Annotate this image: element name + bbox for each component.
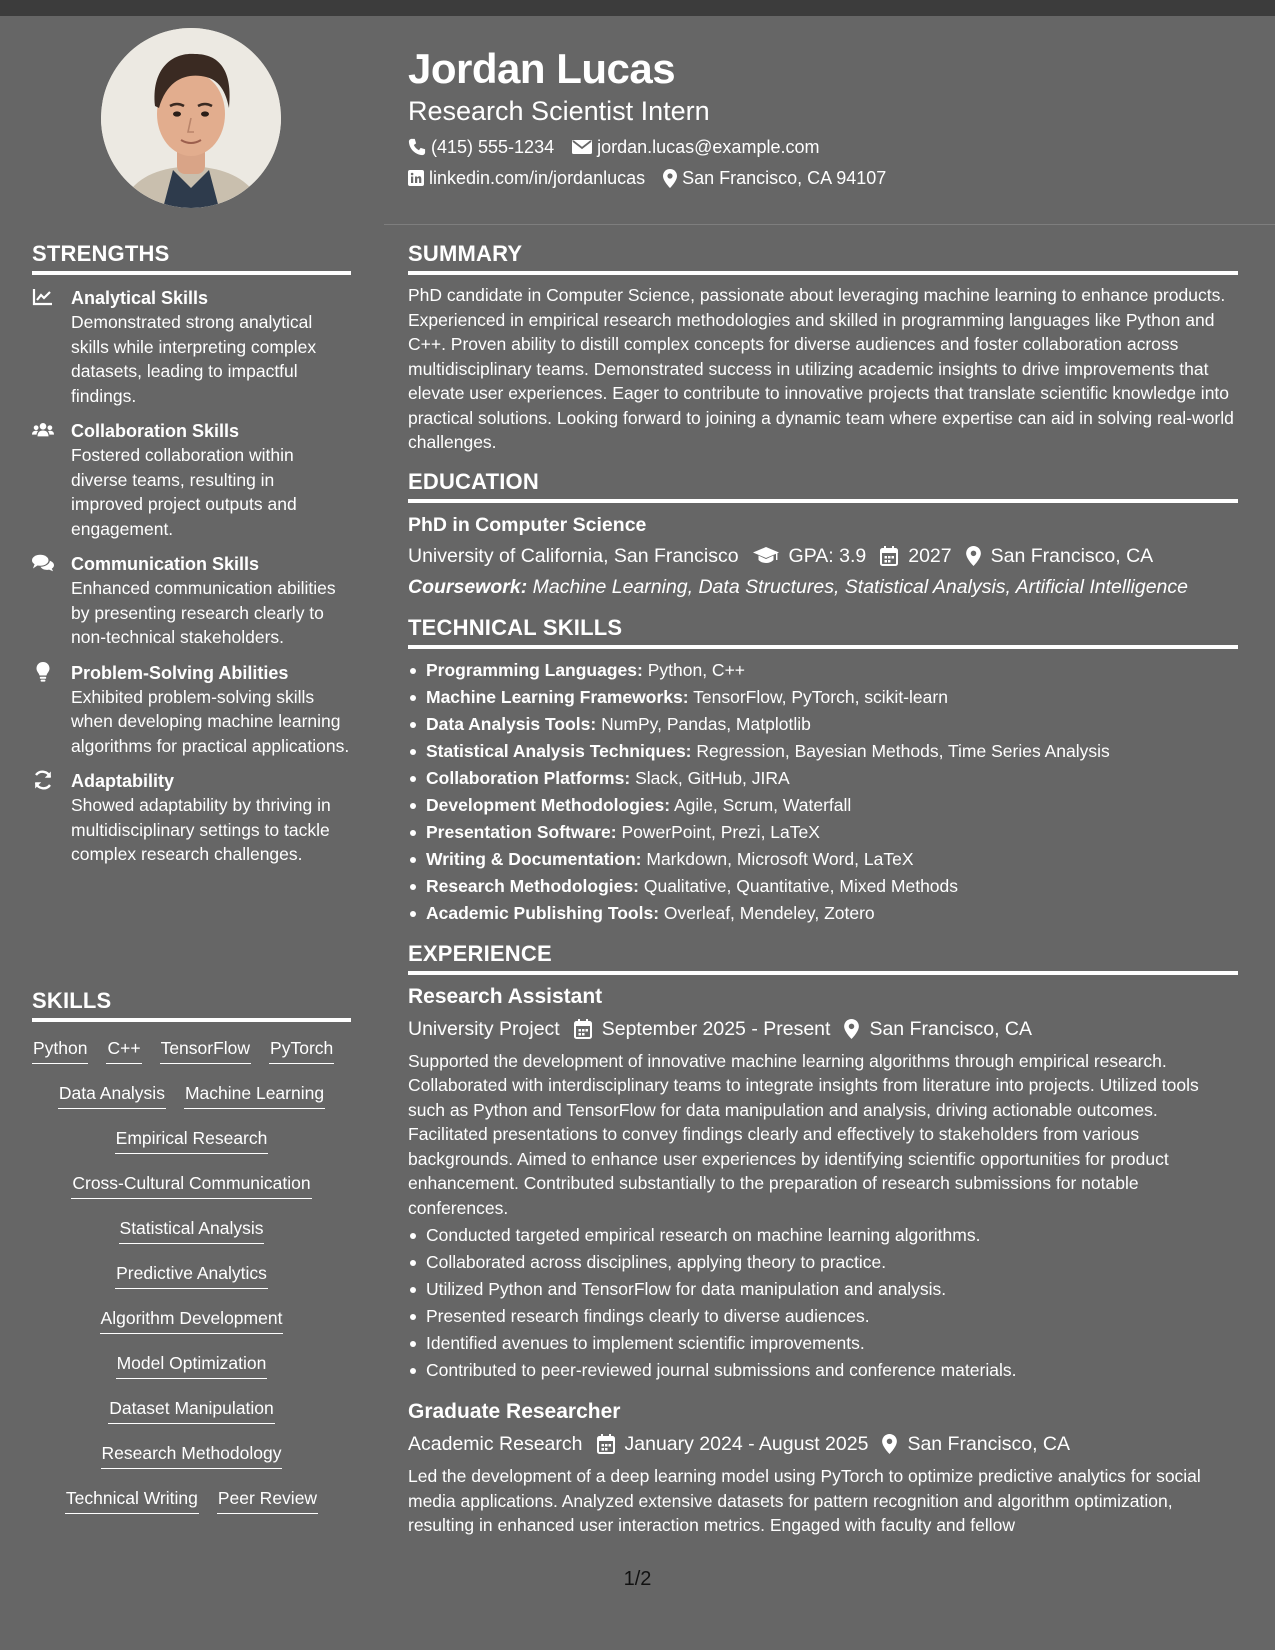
tech-skill-label: Data Analysis Tools: [426, 713, 597, 734]
calendar-icon [597, 1434, 615, 1454]
summary-text: PhD candidate in Computer Science, passionate about leveraging machine learning to enhance products. Experienced in empirical research methodologies and skilled in programming languages like Python and C++. Proven ability to distill complex concepts for diverse audiences and foster collaboration across multidisciplinary teams. Demonstrated success in utilizing academic insights to drive improvements that elevate user experiences. Eager to contribute to innovative projects that translate scientific knowledge into practical solutions. Looking forward to joining a dynamic team where expertise can aid in solving real-world challenges. [408, 285, 1234, 452]
job-description: Led the development of a deep learning model using PyTorch to optimize predictive analytics for social media applications. Analyzed extensive datasets for pattern recognition and algorithm optimization, resulting in enhanced user interaction metrics. Engaged with faculty and fellow [408, 1466, 1201, 1535]
list-item: Contributed to peer-reviewed journal submissions and conference materials. [408, 1357, 1238, 1384]
tech-skill-value: Regression, Bayesian Methods, Time Series Analysis [696, 740, 1110, 761]
list-item: Collaborated across disciplines, applying theory to practice. [408, 1249, 1238, 1276]
job-dates-text: January 2024 - August 2025 [624, 1433, 869, 1455]
sync-icon [32, 770, 54, 790]
skill-chip: Cross-Cultural Communication [71, 1171, 311, 1199]
job-location-text: San Francisco, CA [869, 1017, 1032, 1040]
skills-row [32, 1036, 351, 1081]
list-item: Utilized Python and TensorFlow for data manipulation and analysis. [408, 1276, 1238, 1303]
phone-icon [408, 138, 426, 156]
tech-skill-label: Development Methodologies: [426, 794, 671, 815]
list-item [408, 765, 1238, 792]
strength-desc: Enhanced communication abilities by presenting research clearly to non-technical stakeholders. [71, 578, 336, 647]
skills-chips [32, 1036, 351, 1531]
calendar-icon [880, 546, 898, 566]
skill-chip: Dataset Manipulation [108, 1396, 274, 1424]
linkedin-icon [408, 170, 424, 186]
strength-title: Communication Skills [71, 554, 260, 574]
year-text: 2027 [908, 544, 952, 567]
candidate-name: Jordan Lucas [408, 45, 676, 92]
skills-row [32, 1261, 351, 1306]
skill-chip: PyTorch [269, 1036, 334, 1064]
skill-chip: Peer Review [217, 1486, 318, 1514]
skills-row [32, 1396, 351, 1441]
strength-desc: Fostered collaboration within diverse teams, resulting in improved project outputs and engagement. [71, 445, 297, 539]
tech-skill-label: Presentation Software: [426, 821, 617, 842]
technical-skills-section [408, 615, 1238, 927]
job-meta [408, 1015, 1238, 1043]
school-name: University of California, San Francisco [408, 544, 739, 567]
tech-skill-value: Overleaf, Mendeley, Zotero [663, 902, 875, 923]
coursework-list: Machine Learning, Data Structures, Statistical Analysis, Artificial Intelligence [532, 575, 1188, 598]
email-contact[interactable] [572, 134, 819, 160]
skills-heading: SKILLS [32, 988, 351, 1022]
edu-location-text: San Francisco, CA [990, 544, 1154, 567]
tech-skill-value: TensorFlow, PyTorch, scikit-learn [693, 686, 948, 707]
strength-title: Analytical Skills [71, 288, 209, 308]
skill-chip: Technical Writing [65, 1486, 199, 1514]
experience-heading: EXPERIENCE [408, 941, 1238, 975]
map-pin-icon [844, 1019, 859, 1039]
linkedin-contact[interactable] [408, 165, 645, 191]
list-item: Identified avenues to implement scientific improvements. [408, 1330, 1238, 1357]
skill-chip: Data Analysis [58, 1081, 166, 1109]
summary-heading: SUMMARY [408, 241, 1238, 275]
skill-chip: Empirical Research [115, 1126, 269, 1154]
tech-skill-value: Qualitative, Quantitative, Mixed Methods [643, 875, 959, 896]
email-text: jordan.lucas@example.com [597, 137, 820, 157]
skill-chip: Research Methodology [101, 1441, 283, 1469]
strength-desc: Exhibited problem-solving skills when developing machine learning algorithms for practical applications. [71, 686, 350, 756]
technical-skills-list [408, 657, 1238, 927]
strength-item [32, 552, 351, 650]
strengths-heading: STRENGTHS [32, 241, 351, 275]
education-section [408, 469, 1238, 601]
graduation-cap-icon [753, 547, 779, 565]
contact-line-1 [408, 134, 1238, 160]
list-item [408, 657, 1238, 684]
education-heading: EDUCATION [408, 469, 1238, 503]
users-icon [32, 420, 54, 440]
grad-year [880, 542, 951, 570]
list-item [408, 711, 1238, 738]
tech-skill-value: Python, C++ [647, 659, 746, 680]
list-item [408, 792, 1238, 819]
linkedin-text: linkedin.com/in/jordanlucas [429, 168, 646, 188]
job-dates [574, 1015, 831, 1043]
list-item: Presented research findings clearly to diverse audiences. [408, 1303, 1238, 1330]
tech-skill-label: Programming Languages: [426, 659, 643, 680]
top-bar [0, 0, 1275, 16]
tech-skill-value: Markdown, Microsoft Word, LaTeX [646, 848, 914, 869]
page-number: 1/2 [623, 1568, 652, 1590]
lightbulb-icon [32, 662, 54, 682]
resume-header [408, 42, 1238, 191]
gpa-text: GPA: 3.9 [788, 544, 867, 567]
strength-item [32, 769, 351, 867]
strength-item [32, 661, 351, 759]
job-org [408, 1015, 560, 1043]
strength-item [32, 419, 351, 541]
header-divider [384, 224, 1275, 225]
strength-title: Collaboration Skills [71, 421, 240, 441]
gpa [753, 542, 867, 570]
chart-line-icon [32, 287, 54, 307]
tech-skill-value: Agile, Scrum, Waterfall [673, 794, 852, 815]
skills-row [32, 1126, 351, 1171]
location-contact [663, 165, 886, 191]
skill-chip: Machine Learning [184, 1081, 325, 1109]
location-text: San Francisco, CA 94107 [682, 168, 887, 188]
contact-line-2 [408, 165, 1238, 191]
tech-skill-value: NumPy, Pandas, Matplotlib [601, 713, 811, 734]
list-item: Conducted targeted empirical research on machine learning algorithms. [408, 1222, 1238, 1249]
skills-row [32, 1081, 351, 1126]
list-item [408, 900, 1238, 927]
job-location-text: San Francisco, CA [907, 1433, 1070, 1455]
job-location [844, 1015, 1032, 1043]
map-pin-icon [663, 169, 677, 188]
job-org-text: University Project [408, 1017, 560, 1040]
skills-row [32, 1351, 351, 1396]
skills-row [32, 1306, 351, 1351]
strength-item [32, 286, 351, 408]
strengths-section [32, 241, 351, 867]
skill-chip: Python [32, 1036, 88, 1064]
profile-photo [101, 28, 281, 208]
skills-row [32, 1441, 351, 1486]
tech-skill-value: PowerPoint, Prezi, LaTeX [621, 821, 820, 842]
main-column [408, 241, 1238, 1552]
strength-desc: Demonstrated strong analytical skills while interpreting complex datasets, leading to impactful findings. [71, 312, 317, 406]
candidate-role: Research Scientist Intern [408, 96, 710, 126]
comments-icon [32, 553, 54, 573]
technical-skills-heading: TECHNICAL SKILLS [408, 615, 1238, 649]
skill-chip: TensorFlow [160, 1036, 251, 1064]
map-pin-icon [966, 546, 981, 566]
skill-chip: Algorithm Development [100, 1306, 284, 1334]
edu-location [966, 542, 1154, 570]
skill-chip: Predictive Analytics [115, 1261, 268, 1289]
tech-skill-label: Research Methodologies: [426, 875, 639, 896]
tech-skill-value: Slack, GitHub, JIRA [635, 767, 790, 788]
strength-title: Adaptability [71, 771, 175, 791]
list-item [408, 846, 1238, 873]
job-location [882, 1430, 1070, 1458]
job-meta [408, 1430, 1238, 1458]
degree: PhD in Computer Science [408, 513, 647, 536]
job-org-text: Academic Research [408, 1433, 583, 1455]
phone-contact[interactable] [408, 134, 554, 160]
school [408, 542, 739, 570]
strength-title: Problem-Solving Abilities [71, 662, 289, 683]
job-title: Research Assistant [408, 984, 603, 1008]
list-item [408, 873, 1238, 900]
tech-skill-label: Collaboration Platforms: [426, 767, 631, 788]
skills-row [32, 1216, 351, 1261]
tech-skill-label: Writing & Documentation: [426, 848, 642, 869]
job-dates-text: September 2025 - Present [601, 1017, 831, 1040]
job-dates [597, 1430, 869, 1458]
skills-row [32, 1171, 351, 1216]
skill-chip: Model Optimization [116, 1351, 268, 1379]
skills-row [32, 1486, 351, 1531]
list-item [408, 819, 1238, 846]
education-meta [408, 542, 1238, 570]
envelope-icon [572, 139, 592, 155]
job-title: Graduate Researcher [408, 1400, 621, 1423]
summary-section [408, 241, 1238, 455]
tech-skill-label: Academic Publishing Tools: [426, 902, 660, 923]
coursework [408, 573, 1238, 601]
phone-text: (415) 555-1234 [431, 137, 555, 157]
map-pin-icon [882, 1434, 897, 1454]
job-description: Supported the development of innovative machine learning algorithms through empirical research. Collaborated with interdisciplinary teams to integrate insights from literature into projects. Utilized tools such as Python and TensorFlow for data manipulation and analysis, driving actionable outcomes. Facilitated presentations to convey findings clearly and effectively to stakeholders from various backgrounds. Aimed to enhance user experiences by identifying scientific opportunities for product enhancement. Contributed substantially to the preparation of research submissions for notable conferences. [408, 1050, 1199, 1218]
skill-chip: Statistical Analysis [119, 1216, 265, 1244]
skills-section [32, 988, 351, 1531]
skill-chip: C++ [106, 1036, 141, 1064]
coursework-label: Coursework: [408, 575, 528, 598]
experience-section [408, 941, 1238, 1538]
strength-desc: Showed adaptability by thriving in multidisciplinary settings to tackle complex research challenges. [71, 795, 331, 864]
tech-skill-label: Statistical Analysis Techniques: [426, 740, 692, 761]
job-bullets [408, 1222, 1238, 1384]
list-item [408, 684, 1238, 711]
calendar-icon [574, 1019, 592, 1039]
tech-skill-label: Machine Learning Frameworks: [426, 686, 689, 707]
list-item [408, 738, 1238, 765]
job-org [408, 1430, 583, 1458]
